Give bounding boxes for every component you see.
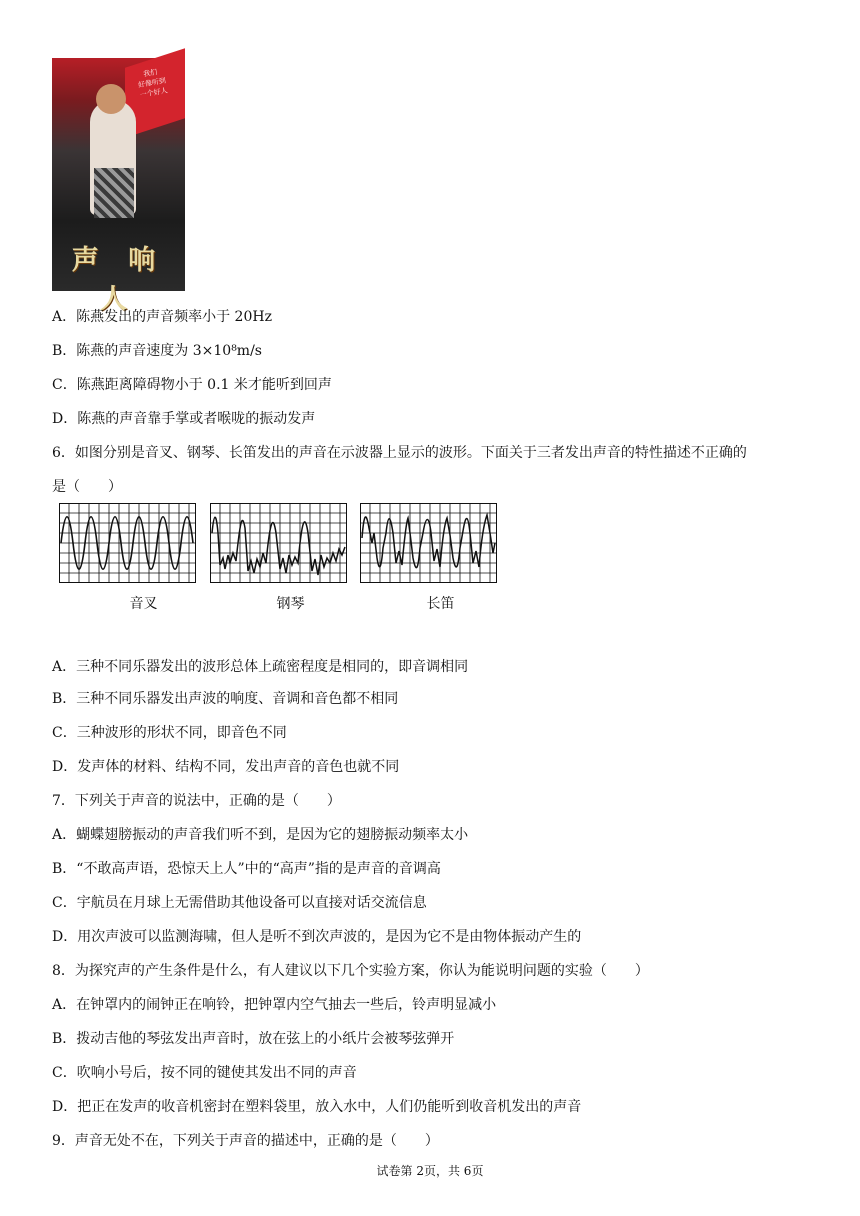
q7-option-a: A．蝴蝶翅膀振动的声音我们听不到，是因为它的翅膀振动频率太小 <box>52 827 469 843</box>
q6-option-a: A．三种不同乐器发出的波形总体上疏密程度是相同的，即音调相同 <box>52 659 469 675</box>
scope-label-flute: 长笛 <box>426 596 455 612</box>
q6-option-b: B．三种不同乐器发出声波的响度、音调和音色都不相同 <box>52 691 399 707</box>
oscilloscope-tuning-fork <box>59 503 196 583</box>
q7-option-b: B．“不敢高声语，恐惊天上人”中的“高声”指的是声音的音调高 <box>52 861 441 877</box>
q8-option-a: A．在钟罩内的闹钟正在响铃，把钟罩内空气抽去一些后，铃声明显减小 <box>52 997 497 1013</box>
q7-stem: 7．下列关于声音的说法中，正确的是（ ） <box>52 793 341 809</box>
scope-label-piano: 钢琴 <box>276 596 305 612</box>
singer-photo <box>52 58 185 315</box>
q5-option-b: B．陈燕的声音速度为 3×10⁸m/s <box>52 343 262 359</box>
banner-line: 我们 <box>142 67 158 79</box>
page-footer: 试卷第 2页，共 6页 <box>376 1164 484 1178</box>
q6-option-c: C．三种波形的形状不同，即音色不同 <box>52 725 287 741</box>
banner-line: 一个好人 <box>139 86 169 100</box>
q6-stem-line2: 是（ ） <box>52 479 122 495</box>
q6-option-d: D．发声体的材料、结构不同，发出声音的音色也就不同 <box>52 759 400 775</box>
person-head <box>96 84 126 114</box>
banner-line: 好像听到 <box>137 76 167 90</box>
q5-option-a: A．陈燕发出的声音频率小于 20Hz <box>52 309 272 325</box>
q8-option-c: C．吹响小号后，按不同的键使其发出不同的声音 <box>52 1065 357 1081</box>
q7-option-d: D．用次声波可以监测海啸，但人是听不到次声波的，是因为它不是由物体振动产生的 <box>52 929 582 945</box>
q6-stem-line1: 6．如图分别是音叉、钢琴、长笛发出的声音在示波器上显示的波形。下面关于三者发出声音的特性描述不正确的 <box>52 445 747 461</box>
q8-option-b: B．拨动吉他的琴弦发出声音时，放在弦上的小纸片会被琴弦弹开 <box>52 1031 455 1047</box>
q5-option-c: C．陈燕距离障碍物小于 0.1 米才能听到回声 <box>52 377 332 393</box>
oscilloscope-flute <box>360 503 497 583</box>
q8-option-d: D．把正在发声的收音机密封在塑料袋里，放入水中，人们仍能听到收音机发出的声音 <box>52 1099 582 1115</box>
q5-option-d: D．陈燕的声音靠手掌或者喉咙的振动发声 <box>52 411 316 427</box>
q9-stem: 9．声音无处不在，下列关于声音的描述中，正确的是（ ） <box>52 1133 439 1149</box>
person-skirt <box>94 168 134 218</box>
q8-stem: 8．为探究声的产生条件是什么，有人建议以下几个实验方案，你认为能说明问题的实验（ ） <box>52 963 649 979</box>
oscilloscope-piano <box>210 503 347 583</box>
show-logo: 声 响 人 <box>71 245 166 315</box>
scope-label-tuning-fork: 音叉 <box>129 596 158 612</box>
q7-option-c: C．宇航员在月球上无需借助其他设备可以直接对话交流信息 <box>52 895 427 911</box>
